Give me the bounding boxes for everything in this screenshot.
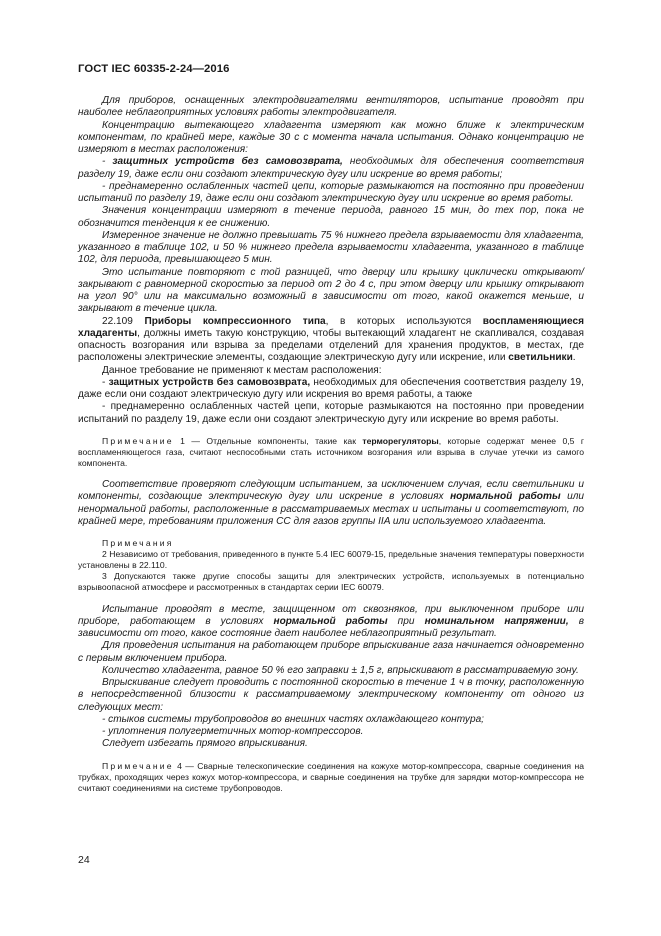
text-run: - стыков системы трубопроводов во внешних частях охлаждающего контура; [102,713,484,725]
body-paragraph [78,316,584,365]
note-paragraph [78,436,584,469]
text-run: Концентрацию вытекающего хладагента измеряют как можно ближе к электрическим компонентам, по крайней мере, каждые 30 с с момента начала испытания. Однако концентрацию не измеряют в местах расположения: [78,119,584,155]
body-paragraph [78,181,584,206]
term-bold: номинальном напряжении, [424,615,569,627]
text-run: . [572,352,576,364]
text-run: Это испытание повторяют с той разницей, что дверцу или крышку циклически открывают/закрывают с равномерной скоростью за период от 2 до 4 с, при этом дверцу или крышку открывают на угол 90° или на максимально возможный в зависимости от того, какой окажется меньше, и закрывают в течение цикла. [78,266,584,315]
text-run: необходимых для обеспечения соответствия разделу 19, даже если они создают электрическую дугу или искрения во время работы, а также [78,376,584,400]
text-run: - преднамеренно ослабленных частей цепи, которые размыкаются на постоянно при проведении испытаний по разделу 19, даже если они создают электрическую дугу или искрение во время работы. [78,401,584,425]
term-bold: светильники [508,352,573,364]
term-bold: нормальной работы [273,615,388,627]
body-paragraph [78,479,584,528]
body-paragraph [78,726,584,738]
term-bold: защитных устройств без самовозврата, [108,376,311,388]
body-paragraph [78,738,584,750]
text-run: Соответствие проверяют следующим испытанием, за исключением случая, если светильники и компоненты, создающие электрическую дугу или искрение в условиях [78,479,584,503]
text-run: или ненормальной работы, расположенные в рассматриваемых местах и испытаны и соответствуют, по крайней мере, требованиям приложения СС для газов группы IIA или используемого хладагента. [78,491,584,527]
note-label: Примечания [102,538,174,549]
body-paragraph [78,377,584,402]
body-paragraph [78,205,584,230]
text-run: 4 — Сварные телескопические соединения на кожухе мотор-компрессора, сварные соединения на трубках, проходящих через кожух мотор-компрессора, и сварные соединения на трубке для зарядки мотор-компрессора не считают соединениями на системе трубопроводов. [78,760,584,793]
note-paragraph [78,538,584,549]
text-run: Значения концентрации измеряют в течение периода, равного 15 мин, до тех пор, пока не обозначится тенденция к ее снижению. [78,205,584,229]
document-header: ГОСТ IEC 60335-2-24—2016 [78,63,230,75]
term-bold: нормальной работы [450,491,561,503]
note-paragraph [78,549,584,571]
body-paragraph [78,365,584,377]
body-paragraph [78,677,584,714]
body-paragraph [78,604,584,641]
text-run: Впрыскивание следует проводить с постоянной скоростью в течение 1 ч в точку, расположенную в непосредственной близости к рассматриваемому электрическому компоненту от одного из следующих мест: [78,677,584,713]
text-run: - уплотнения полугерметичных мотор-компрессоров. [102,726,364,737]
text-run: 22.109 [102,315,145,327]
text-run: при [387,615,425,627]
text-run: Для проведения испытания на работающем приборе впрыскивание газа начинается одновременно с первым включением прибора. [78,640,584,664]
text-run: Следует избегать прямого впрыскивания. [102,738,308,750]
body-paragraph [78,714,584,726]
body-paragraph [78,95,584,120]
text-run: - [102,376,109,388]
body-paragraph [78,120,584,157]
term-bold: терморегуляторы [362,435,439,446]
text-run: Для приборов, оснащенных электродвигателями вентиляторов, испытание проводят при наиболее неблагоприятных условиях работы электродвигателя. [78,95,584,119]
text-run: необходимых для обеспечения соответствия разделу 19, даже если они создают электрическую дугу или искрение во время работы; [78,156,585,180]
text-run: Количество хладагента, равное 50 % его заправки ± 1,5 г, впрыскивают в рассматриваемую зону. [102,664,579,676]
text-run: , которые содержат менее 0,5 г воспламеняющегося газа, считают неспособными стать источником возгорания или взрыва в случае утечки из самого компонента. [78,435,584,468]
text-run: в зависимости от того, какое состояние дает наиболее неблагоприятный результат. [78,615,585,639]
note-paragraph [78,761,584,794]
text-run: Испытание проводят в месте, защищенном от сквозняков, при выключенном приборе или приборе, работающем в условиях [78,603,584,627]
term-bold: Приборы компрессионного типа [144,315,326,327]
body-paragraph [78,401,584,426]
term-bold: воспламеняющиеся хладагенты [78,315,584,339]
body-paragraph [78,640,584,665]
text-run: , в которых используются [325,315,483,327]
text-run: 3 Допускаются также другие способы защиты для электрических устройств, используемых в потенциально взрывоопасной атмосфере и рассмотренных в стандартах серии IEC 60079. [78,571,584,593]
term-bold: защитных устройств без самовозврата, [112,156,343,168]
page-number: 24 [78,854,90,866]
body-paragraph [78,156,584,181]
body-paragraph [78,665,584,677]
text-run: , должны иметь такую конструкцию, чтобы вытекающий хладагент не скапливался, создавая опасность возгорания или взрыва за пределами отделений для хранения продуктов, в местах, где расположены электрические элементы, создающие электрическую дугу или искрение, или [78,327,584,364]
text-run: - преднамеренно ослабленных частей цепи, которые размыкаются на постоянно при проведении испытаний по разделу 19, даже если они создают электрическую дугу или искрение во время работы. [78,180,584,204]
text-run: Измеренное значение не должно превышать 75 % нижнего предела взрываемости для хладагента, указанного в таблице 102, и 50 % нижнего предела взрываемости хладагента, указанного в таблице 102, для периода, превышающего 5 мин. [78,229,584,266]
note-label: Примечание [102,760,174,771]
text-run: 1 — Отдельные компоненты, такие как [173,435,363,446]
body-paragraph [78,230,584,267]
text-run: 2 Независимо от требования, приведенного в пункте 5.4 IEC 60079-15, предельные значения температуры поверхности установлены в 22.110. [78,549,584,571]
body-paragraph [78,267,584,316]
note-label: Примечание [102,435,174,446]
text-run: - [102,156,113,168]
document-body [78,95,584,794]
text-run: Данное требование не применяют к местам расположения: [102,364,382,376]
note-paragraph [78,571,584,593]
